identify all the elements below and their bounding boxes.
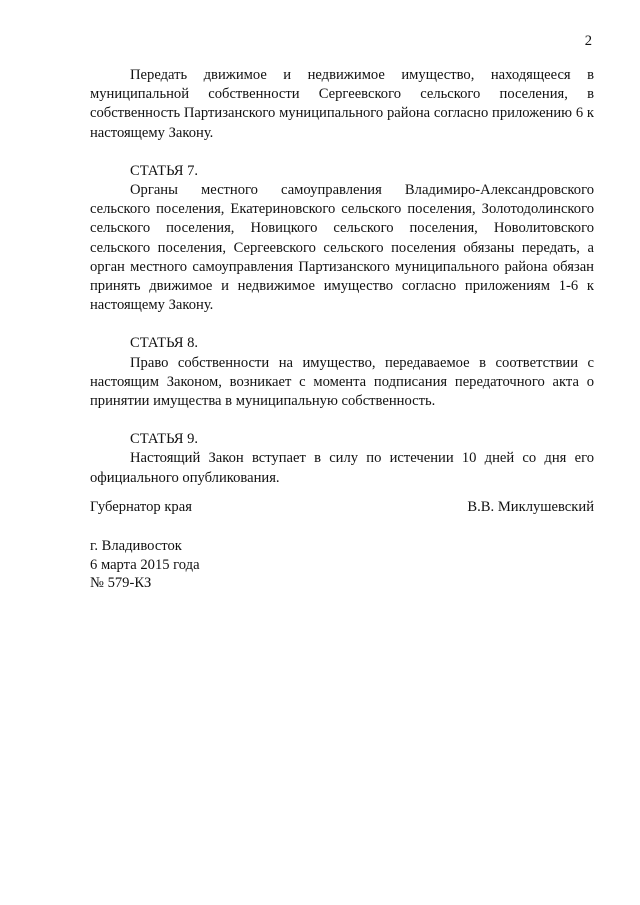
signatory-title: Губернатор края [90, 499, 192, 515]
intro-paragraph: Передать движимое и недвижимое имущество, находящееся в муниципальной собственности Сергеевского сельского поселения, в собственность Партизанского муниципального района согласно приложению 6 к настоящему Закону. [90, 67, 594, 141]
city: г. Владивосток [90, 538, 182, 554]
page-number: 2 [584, 33, 592, 49]
document-footer [90, 537, 200, 593]
law-number: № 579-КЗ [90, 575, 152, 591]
document-body [90, 66, 594, 488]
article-text: Право собственности на имущество, передаваемое в соответствии с настоящим Законом, возникает с момента подписания передаточного акта о принятии имущества в муниципальную собственность. [90, 354, 594, 410]
signatory-name: В.В. Миклушевский [467, 499, 594, 515]
article-heading: СТАТЬЯ 7. [130, 162, 199, 179]
article-text: Настоящий Закон вступает в силу по истечении 10 дней со дня его официального опубликования. [90, 450, 594, 486]
date: 6 марта 2015 года [90, 556, 200, 573]
signature-row [90, 498, 594, 517]
article-heading: СТАТЬЯ 9. [130, 431, 199, 448]
article-7 [90, 162, 594, 316]
article-heading: СТАТЬЯ 8. [130, 335, 199, 352]
article-9 [90, 430, 594, 488]
article-text: Органы местного самоуправления Владимиро-Александровского сельского поселения, Екатериновского сельского поселения, Золотодолинского сельского поселения, Новицкого сельского поселения, Новолитовского сельского поселения, Сергеевского сельского поселения обязаны передать, а орган местного самоуправления Партизанского муниципального района обязан принять движимое и недвижимое имущество согласно приложениям 1-6 к настоящему Закону. [90, 182, 594, 314]
article-8 [90, 334, 594, 411]
